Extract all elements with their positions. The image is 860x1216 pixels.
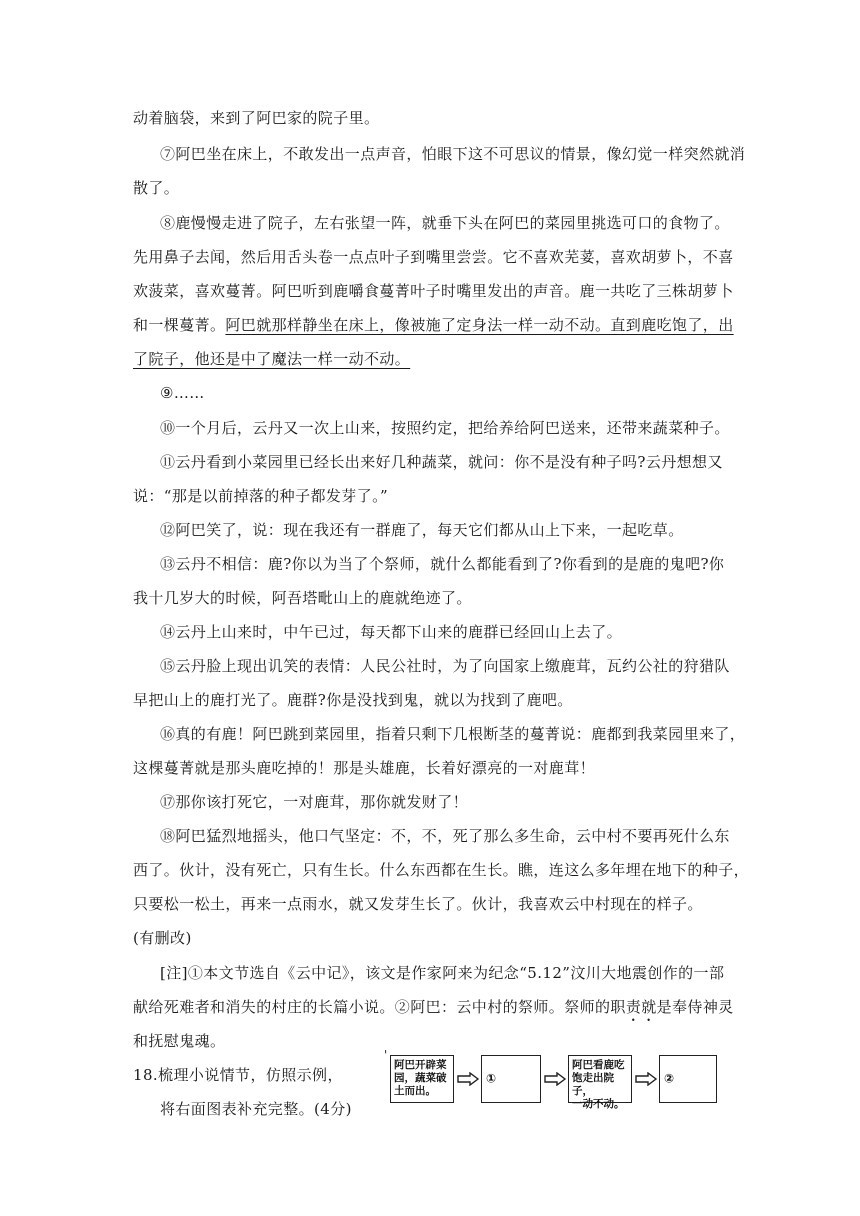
paragraph-7-line-1: ⑦阿巴坐在床上，不敢发出一点声音，怕眼下这不可思议的情景，像幻觉一样突然就消 <box>160 145 746 163</box>
flow-box-blank-1[interactable] <box>481 1055 541 1103</box>
tick-mark: ' <box>384 1048 388 1062</box>
paragraph-10: ⑩一个月后，云丹又一次上山来，按照约定，把给养给阿巴送来，还带来蔬菜种子。 <box>160 419 730 437</box>
underlined-sentence: 阿巴就那样静坐在床上，像被施了定身法一样一动不动。直到鹿吃饱了，出 <box>225 316 734 334</box>
paragraph-11-line-1: ⑪云丹看到小菜园里已经长出来好几种蔬菜，就问：你不是没有种子吗?云丹想想又 <box>160 453 723 471</box>
flow-box-example <box>390 1055 454 1103</box>
flow-box-example-2 <box>568 1055 632 1110</box>
paragraph-8-line-1: ⑧鹿慢慢走进了院子，左右张望一阵，就垂下头在阿巴的菜园里挑选可口的食物了。 <box>160 214 730 232</box>
question-18-instruction: 将右面图表补充完整。(4分) <box>160 1100 352 1118</box>
paragraph-13-line-2: 我十几岁大的时候，阿吾塔毗山上的鹿就绝迹了。 <box>133 589 472 607</box>
text-segment: 献给死难者和消失的村庄的长篇小说。②阿巴：云中村的祭师。祭师的职 <box>133 998 626 1016</box>
blank-number: ② <box>664 1071 675 1086</box>
emphasized-word: 责就 <box>625 998 657 1016</box>
right-arrow-icon <box>457 1072 479 1086</box>
paragraph-18-line-1: ⑱阿巴猛烈地摇头，他口气坚定：不，不，死了那么多生命，云中村不要再死什么东 <box>160 827 730 845</box>
paragraph-13-line-1: ⑬云丹不相信：鹿?你以为当了个祭师，就什么都能看到了?你看到的是鹿的鬼吧?你 <box>160 555 725 573</box>
footnote-line-2 <box>133 997 734 1025</box>
edit-note: (有删改) <box>133 929 192 947</box>
paragraph-8-line-2: 先用鼻子去闻，然后用舌头卷一点点叶子到嘴里尝尝。它不喜欢芜荽，喜欢胡萝卜，不喜 <box>133 248 734 266</box>
paragraph-16-line-2: 这棵蔓菁就是那头鹿吃掉的！那是头雄鹿，长着好漂亮的一对鹿茸！ <box>133 759 596 777</box>
paragraph-9: ⑨…… <box>160 384 205 402</box>
paragraph-17: ⑰那你该打死它，一对鹿茸，那你就发财了！ <box>160 793 469 811</box>
paragraph-18-line-3: 只要松一松土，再来一点雨水，就又发芽生长了。伙计，我喜欢云中村现在的样子。 <box>133 895 703 913</box>
right-arrow-icon <box>544 1072 566 1086</box>
blank-number: ① <box>486 1071 497 1086</box>
flow-box-blank-2[interactable] <box>659 1055 717 1103</box>
paragraph-11-line-2: 说：“那是以前掉落的种子都发芽了。” <box>133 487 389 505</box>
plot-flow-chart <box>384 1050 724 1110</box>
paragraph-14: ⑭云丹上山来时，中午已过，每天都下山来的鹿群已经回山上去了。 <box>160 623 623 641</box>
right-arrow-icon <box>635 1072 657 1086</box>
text-segment: 是奉侍神灵 <box>656 998 734 1016</box>
paragraph-15-line-1: ⑮云丹脸上现出讥笑的表情：人民公社时，为了向国家上缴鹿茸，瓦约公社的狩猎队 <box>160 657 730 675</box>
question-18: 18.梳理小说情节，仿照示例， <box>133 1066 343 1084</box>
flow-box-text: 阿巴开辟菜 园，蔬菜破 土而出。 <box>394 1059 447 1097</box>
footnote-line-3: 和抚慰鬼魂。 <box>133 1032 226 1050</box>
paragraph-8-line-3: 欢菠菜，喜欢蔓菁。阿巴听到鹿嚼食蔓菁叶子时嘴里发出的声音。鹿一共吃了三株胡萝卜 <box>133 282 734 300</box>
text-segment: 和一棵蔓菁。 <box>133 316 226 334</box>
flow-box-text: 阿巴看鹿吃 饱走出院子， 一动不动。 <box>572 1059 625 1110</box>
paragraph-18-line-2: 西了。伙计，没有死亡，只有生长。什么东西都在生长。瞧，连这么多年埋在地下的种子， <box>133 861 750 879</box>
underlined-sentence-continued: 了院子，他还是中了魔法一样一动不动。 <box>133 350 411 368</box>
footnote-line-1: [注]①本文节选自《云中记》，该文是作家阿来为纪念“5.12”汶川大地震创作的一部 <box>160 964 725 982</box>
paragraph-15-line-2: 早把山上的鹿打光了。鹿群?你是没找到鬼，就以为找到了鹿吧。 <box>133 691 573 709</box>
paragraph-8-line-4 <box>133 315 734 335</box>
paragraph-7-line-2: 散了。 <box>133 179 180 197</box>
paragraph-12: ⑫阿巴笑了，说：现在我还有一群鹿了，每天它们都从山上下来，一起吃草。 <box>160 521 684 539</box>
paragraph-16-line-1: ⑯真的有鹿！阿巴跳到菜园里，指着只剩下几根断茎的蔓菁说：鹿都到我菜园里来了， <box>160 725 746 743</box>
text-line: 动着脑袋，来到了阿巴家的院子里。 <box>133 109 380 127</box>
